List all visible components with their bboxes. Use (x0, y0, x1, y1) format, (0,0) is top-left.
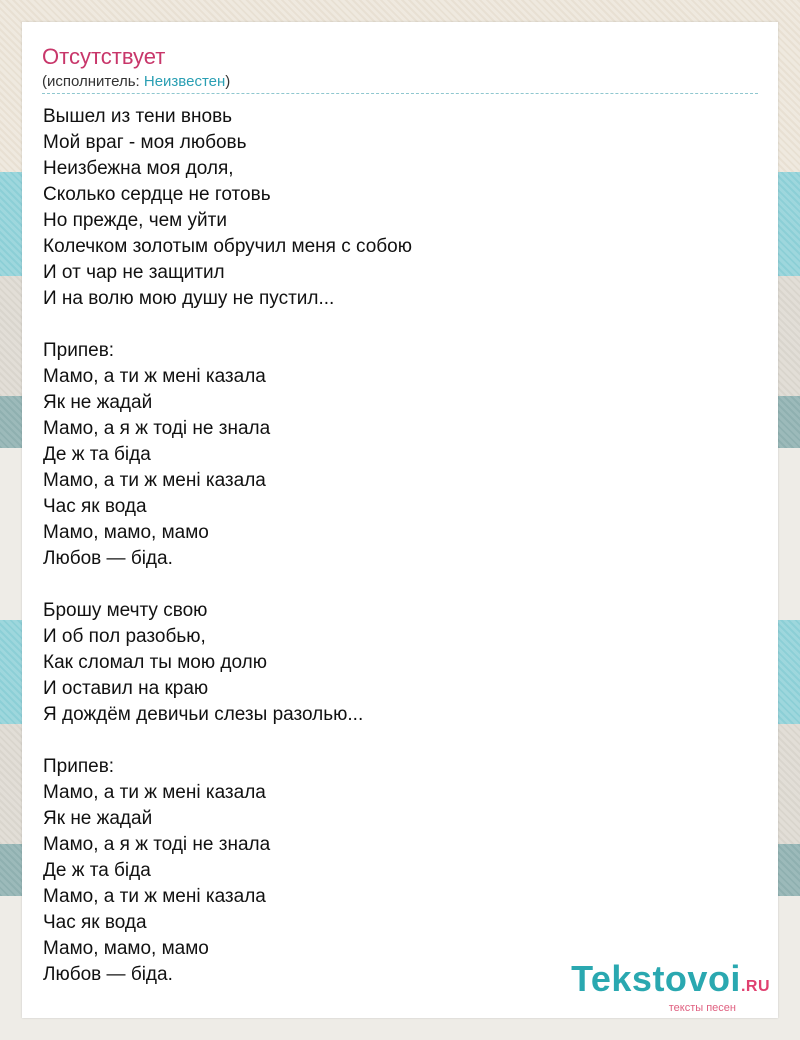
lyric-line: И об пол разобью, (43, 626, 206, 647)
lyric-line: Мамо, а я ж тоді не знала (43, 418, 271, 439)
lyric-line: Но прежде, чем уйти (43, 210, 227, 231)
stanza-break (43, 312, 743, 338)
logo-suffix: .RU (740, 978, 770, 995)
lyric-line: Мамо, а ти ж мені казала (43, 782, 266, 803)
lyric-line: Мамо, а ти ж мені казала (43, 886, 266, 907)
lyric-line: Мамо, мамо, мамо (43, 522, 209, 543)
lyric-line: Любов — біда. (43, 548, 173, 569)
lyric-line: И оставил на краю (43, 678, 209, 699)
lyric-line: И на волю мою душу не пустил... (43, 288, 335, 309)
lyric-line: Сколько сердце не готовь (43, 184, 271, 205)
lyric-line: Час як вода (43, 496, 147, 517)
lyrics-text (43, 104, 743, 988)
lyric-line: Мамо, мамо, мамо (43, 938, 209, 959)
lyric-line: Припев: (43, 756, 115, 777)
artist-link[interactable]: Неизвестен (143, 73, 226, 90)
lyric-line: Мамо, а ти ж мені казала (43, 470, 266, 491)
stanza-break (43, 572, 743, 598)
lyric-line: Вышел из тени вновь (43, 106, 233, 127)
lyric-line: Неизбежна моя доля, (43, 158, 234, 179)
lyric-line: Як не жадай (43, 392, 153, 413)
lyric-line: Как сломал ты мою долю (43, 652, 267, 673)
lyric-line: Де ж та біда (43, 860, 151, 881)
lyric-line: И от чар не защитил (43, 262, 225, 283)
site-logo[interactable] (571, 960, 770, 1014)
artist-prefix: (исполнитель: (42, 73, 144, 90)
lyric-line: Брошу мечту свою (43, 600, 208, 621)
lyric-line: Припев: (43, 340, 115, 361)
lyrics-card (22, 22, 778, 1018)
artist-suffix: ) (225, 73, 231, 90)
lyric-line: Любов — біда. (43, 964, 173, 985)
song-title: Отсутствует (42, 44, 166, 69)
lyric-line: Колечком золотым обручил меня с собою (43, 236, 412, 257)
artist-line (42, 73, 230, 91)
lyric-line: Де ж та біда (43, 444, 151, 465)
stanza-break (43, 728, 743, 754)
lyric-line: Мамо, а я ж тоді не знала (43, 834, 271, 855)
lyric-line: Мой враг - моя любовь (43, 132, 247, 153)
logo-tagline: тексты песен (668, 1002, 736, 1014)
lyric-line: Я дождём девичьи слезы разолью... (43, 704, 364, 725)
title-divider (42, 93, 758, 94)
logo-name: Tekstovoi (571, 958, 741, 999)
lyric-line: Час як вода (43, 912, 147, 933)
lyric-line: Мамо, а ти ж мені казала (43, 366, 266, 387)
lyric-line: Як не жадай (43, 808, 153, 829)
